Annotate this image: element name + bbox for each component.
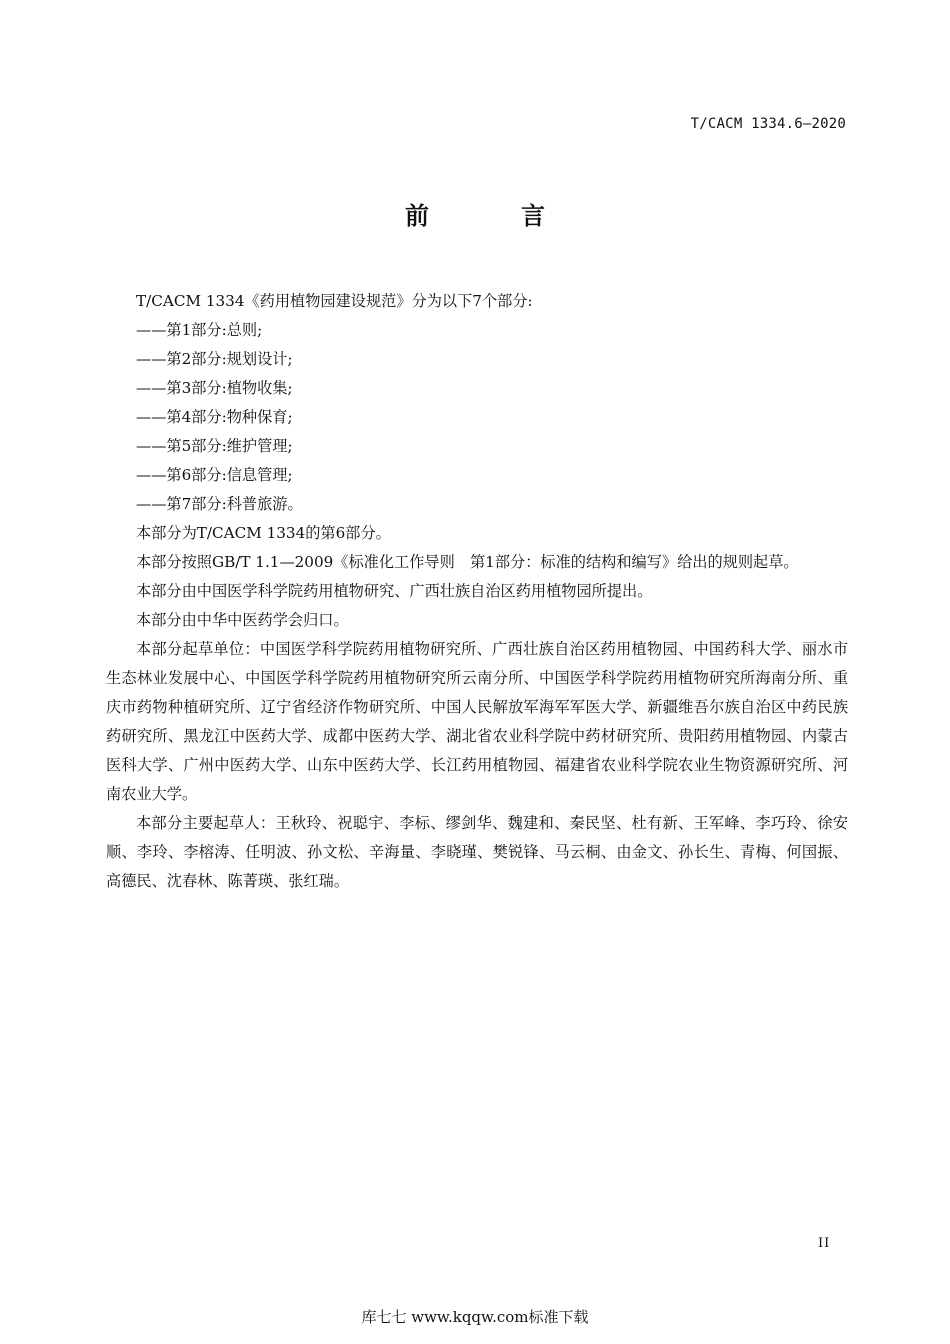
watermark-text: 库七七 www.kqqw.com标准下载: [361, 1308, 589, 1326]
document-code: T/CACM 1334.6—2020: [690, 116, 846, 132]
part-of-paragraph: 本部分为T/CACM 1334的第6部分。: [136, 524, 391, 542]
drafting-units-paragraph: 本部分起草单位：中国医学科学院药用植物研究所、广西壮族自治区药用植物园、中国药科大学、丽水市生态林业发展中心、中国医学科学院药用植物研究所云南分所、中国医学科学院药用植物研究所海南分所、重庆市药物种植研究所、辽宁省经济作物研究所、中国人民解放军海军军医大学、新疆维吾尔族自治区中药民族药研究所、黑龙江中医药大学、成都中医药大学、湖北省农业科学院中药材研究所、贵阳药用植物园、内蒙古医科大学、广州中医药大学、山东中医药大学、长江药用植物园、福建省农业科学院农业生物资源研究所、河南农业大学。: [106, 640, 848, 803]
list-item: ——第4部分:物种保育;: [136, 408, 293, 426]
list-item: ——第7部分:科普旅游。: [136, 495, 303, 513]
list-item: ——第6部分:信息管理;: [136, 466, 293, 484]
foreword-body: [106, 287, 848, 896]
drafting-rules-paragraph: 本部分按照GB/T 1.1—2009《标准化工作导则 第1部分：标准的结构和编写》给出的规则起草。: [136, 553, 799, 571]
page-number: II: [818, 1236, 831, 1251]
list-item: ——第3部分:植物收集;: [136, 379, 293, 397]
proposed-by-paragraph: 本部分由中国医学科学院药用植物研究、广西壮族自治区药用植物园所提出。: [136, 582, 653, 600]
drafters-paragraph: 本部分主要起草人：王秋玲、祝聪宇、李标、缪剑华、魏建和、秦民坚、杜有新、王军峰、李巧玲、徐安顺、李玲、李榕涛、任明波、孙文松、辛海量、李晓瑾、樊锐锋、马云桐、由金文、孙长生、青梅、何国振、高德民、沈春林、陈菁瑛、张红瑞。: [106, 814, 848, 890]
intro-paragraph: T/CACM 1334《药用植物园建设规范》分为以下7个部分:: [136, 292, 533, 310]
list-item: ——第1部分:总则;: [136, 321, 263, 339]
list-item: ——第2部分:规划设计;: [136, 350, 293, 368]
list-item: ——第5部分:维护管理;: [136, 437, 293, 455]
page-title: 前 言: [405, 202, 579, 230]
jurisdiction-paragraph: 本部分由中华中医药学会归口。: [136, 611, 349, 629]
